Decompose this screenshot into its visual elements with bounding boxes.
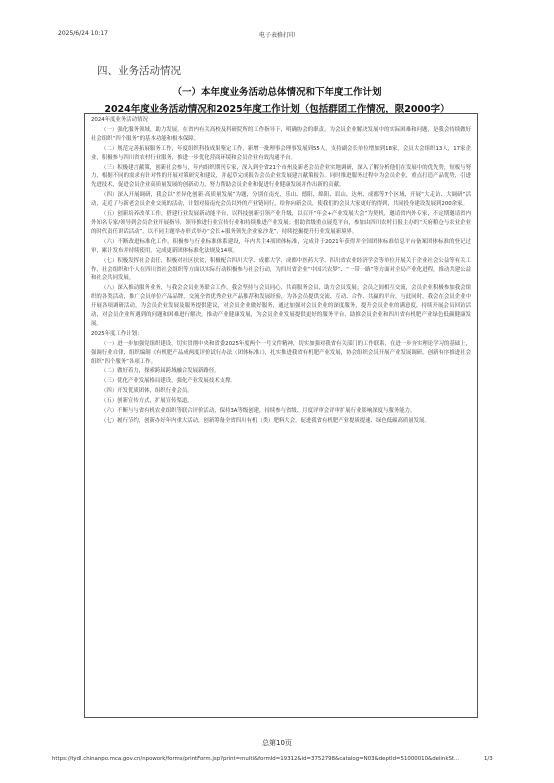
subsection-title: （一）本年度业务活动总体情况和下年度工作计划 [172, 87, 382, 98]
page-number: 总第10页 [262, 739, 292, 747]
content-paragraph: （七）积极发挥社会责任，积极对社区扶贫，积极配合四川大学、成都大学、成都中医药大学、四川省农业经济学会等单位开展关于企业社会公益等有关工作，社会组织和个人在四川省社会组织等方面以实际行动积极参与社会行动，为四川省企业“中国兴农梦”、“一带一路”等方面对全局产业化进程，推动共建公益和社会共同发展。 [91, 257, 471, 282]
print-datetime: 2025/6/24 10:17 [58, 30, 108, 37]
content-paragraph: （三）积极建言献策，创新社会参与，年内组织期刊专家，深入到全省21个市州及新老会员企业实地调研，深入了解分析他们在发展中的优先势，短板与努力，根据不同的需求有针对性的开展对策研究和建议，并起草完成报告会员企业发展建言献策报告。同时推进服务过程中为会员企业，重点打造产品优势，引进先进技术，促进会员企业高质量发展的创新动力，努力帮助会员企业和促进行业健康发展并作出新的贡献。 [91, 164, 471, 189]
content-paragraph: 2024年度业务活动情况 [91, 117, 148, 123]
content-paragraph: （一）强化服务领域，助力发展。在省内有关高校及科研院所的工作指导下，明确协会的职责，为会员企业解决发展中的实际困难和问题，是我会持续做好社会组织“四个服务”的基本功能和根本保障。 [91, 126, 471, 142]
page-count: 1/3 [484, 756, 493, 762]
content-paragraph: （六）不断与与省有机农业组织等联合评价活动，保持3A等级创建，持续参与省级、月度评审会评审扩展行业影响深度与服务能力。 [101, 408, 416, 415]
content-paragraph: （四）开发优质团体，组织行业会员。 [101, 388, 193, 395]
content-paragraph: （二）规范完善拓展服务工作，年度组织科技成果鉴定工作，新增一批理事会理事发展到55人，支持副会长单位增加到18家，会员大会组织13人，17家企业，积极参与四川省农村行业服务，推进一步优化营商环境和会员企业有效沟通平台。 [91, 145, 471, 161]
table-title: 2024年度业务活动情况和2025年度工作计划（包括群团工作情况，限2000字） [104, 104, 450, 115]
content-paragraph: （八）深入推动服务业务，与我会会员业务联合工作，我会坚持与会员同心，共商服务会员，助力会员发展；会员之间相互交流，会员企业积极参加我会组织的各类活动，推广会员单位产品品牌，交流全省优秀企业产品推荐和发展经验，为各会员提供交流、互动、合作、共赢的平台，与此同时，我会在会员企业中开展各项调研活动，为会员企业发展及服务提供建议，对会员企业做好服务，通过加强对会员企业的深度服务，提升会员企业的满意度，持续开展会员回访活动，对会员企业所遇到的问题和困难进行解决，推动产业健康发展，为会员企业发展提供更好的服务平台，助推会员企业和四川省有机肥产业绿色低碳健康发展。 [91, 285, 471, 327]
content-paragraph: （七）履行节约，创新办好年内重大活动，创新筹备全省四川有机（类）肥料大会，促进我省有机肥产业提质提速、绿色低碳高质量发展。 [101, 418, 430, 424]
content-paragraph: （五）创新宣传方式，扩展宣传渠道。 [101, 398, 193, 405]
content-paragraph: 2025年度工作计划： [91, 330, 143, 337]
content-box [84, 113, 478, 718]
print-title: 电子表格打印 [258, 32, 295, 39]
content-paragraph: （一）进一步加强党组织建设，切实贯彻中央和省委2025年度两个一号文件精神，切实加强对我省有关部门的工作联系，在进一步夯实理论学习的基础上，强调行业自律，组织编制《有机肥产品成两度评价试行办法（团体标准）》，扎实推进我省有机肥产业发展，协会组织会员开展产业发展调研，创新有序推进社会组织“四个服务”各项工作。 [91, 340, 471, 365]
section-title: 四、业务活动情况 [97, 65, 181, 77]
content-paragraph: （四）深入开展调研，我会以“差异化创新·高质量发展”为题，分别在南充、乐山、德阳、绵阳、眉山、达州、成都等7个区域，开展“大走访、大调研”活动，走近了与新老会员企业交流的活动，计划对接南充会员以外的产业链同行，给你向新会员，使我们的会员大家更好的得到，共同投身建设发展到200余家。 [91, 192, 471, 208]
page-url[interactable]: https://tydl.chinanpo.mca.gov.cn/npowork/forms/printForm.jsp?print=multi&formId=19312&id=3752798&catalog=N03&deptId=51000010&delinkSt... [52, 756, 460, 762]
content-paragraph: （二）做好着力，探索跨届跨域融合发展新路径。 [101, 368, 220, 375]
content-paragraph: （六）不断改进标准化工作，积极参与行业标准体系建设，年内共主4项团体标准，完成并于2021年获得并全国团体标准信息平台备案团体标准的登记过审，累计发布并持续使用，完成更新团体标准化法规及14项。 [91, 238, 471, 254]
content-paragraph: （五）创新培养改革工作，搭建行业发展新动能平台，以科技创新引领产业升级，以召开“年会+产业发展大会”为契机，邀请省内外专家，不定期邀请省内外知名专家/领导到会员企业开展指导，领导推进行业宣传行业和持续推进产业发展；借助省级重点展览平台，参加由四川农村日报主办的“天府粮仓与农业企业的时代责任讲话活动”，以不同主题举办形式举办“会长+服务领先企业家沙龙”，持续挖掘提升行业发展新境界。 [91, 211, 471, 235]
content-paragraph: （三）优化产业发展格局建设，强化产业发展技术支撑。 [101, 378, 236, 385]
